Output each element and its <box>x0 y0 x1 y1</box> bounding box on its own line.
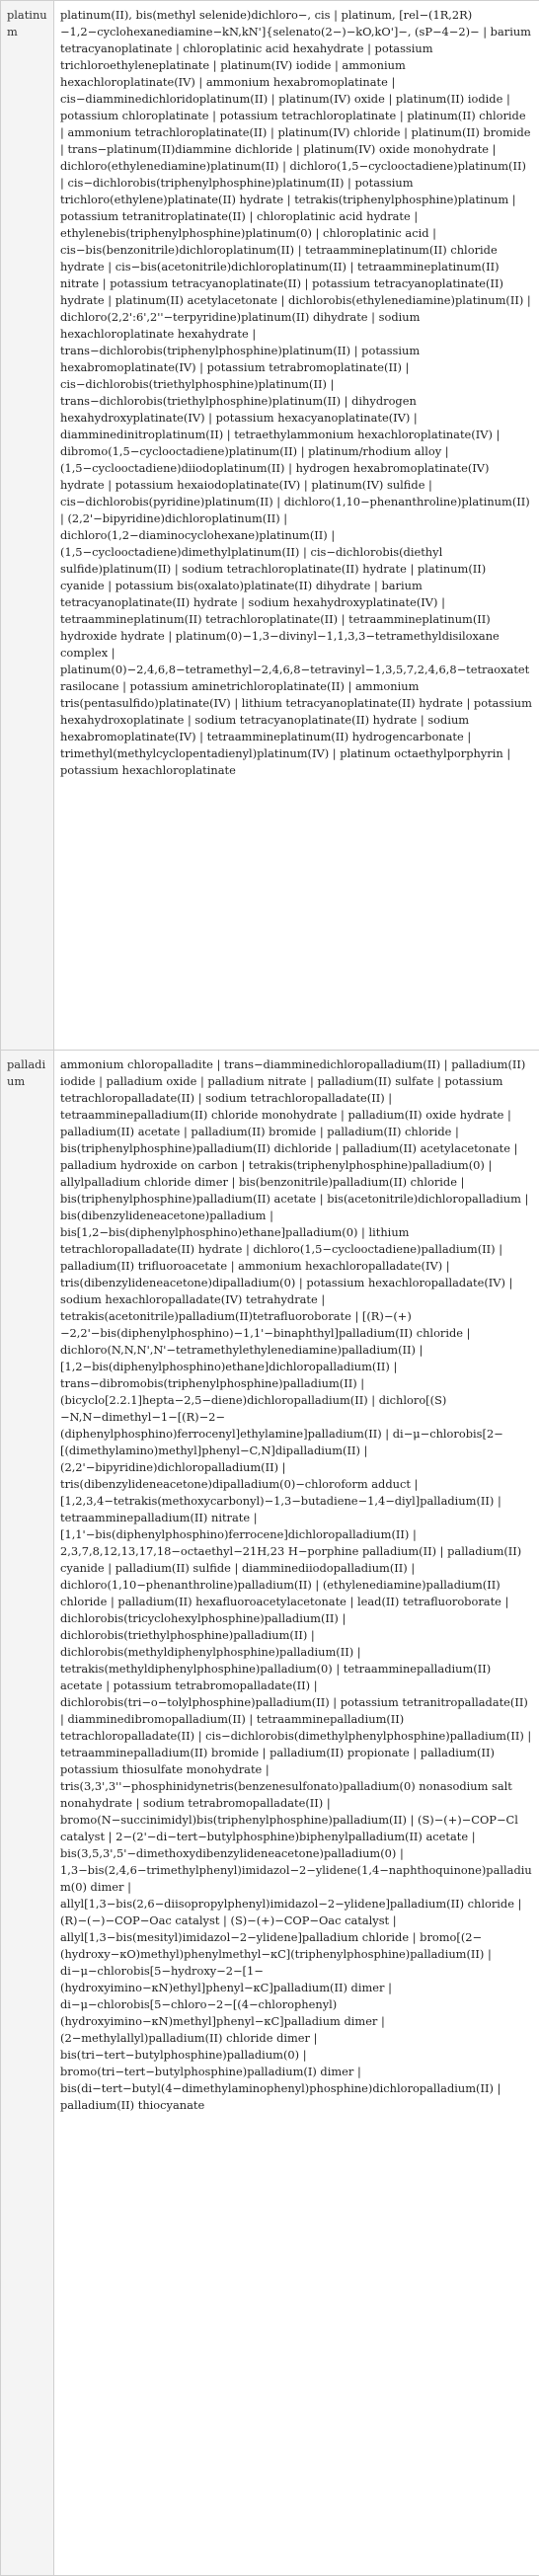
compound-list-cell: ammonium chloropalladite | trans−diamminedichloropalladium(II) | palladium(II) iodide | palladium oxide | palladium nitrate | palladium(II) sulfate | potassium tetrachloropalladate(II) | sodium tetrachloropalladate(II) | tetraamminepalladium(II) chloride monohydrate | palladium(II) oxide hydrate | palladium(II) acetate | palladium(II) bromide | palladium(II) chloride | bis(triphenylphosphine)palladium(II) dichloride | palladium(II) acetylacetonate | palladium hydroxide on carbon | tetrakis(triphenylphosphine)palladium(0) | allylpalladium chloride dimer | bis(benzonitrile)palladium(II) chloride | bis(triphenylphosphine)palladium(II) acetate | bis(acetonitrile)dichloropalladium | bis(dibenzylideneacetone)palladium | bis[1,2−bis(diphenylphosphino)ethane]palladium(0) | lithium tetrachloropalladate(II) hydrate | dichloro(1,5−cyclooctadiene)palladium(II) | palladium(II) trifluoroacetate | ammonium hexachloropalladate(IV) | tris(dibenzylideneacetone)dipalladium(0) | potassium hexachloropalladate(IV) | sodium hexachloropalladate(IV) tetrahydrate | tetrakis(acetonitrile)palladium(II)tetrafluoroborate | [(R)−(+)−2,2'−bis(diphenylphosphino)−1,1'−binaphthyl]palladium(II) chloride | dichloro(N,N,N',N'−tetramethylethylenediamine)palladium(II) | [1,2−bis(diphenylphosphino)ethane]dichloropalladium(II) | trans−dibromobis(triphenylphosphine)palladium(II) | (bicyclo[2.2.1]hepta−2,5−diene)dichloropalladium(II) | dichloro[(S)−N,N−dimethyl−1−[(R)−2−(diphenylphosphino)ferrocenyl]ethylamine]palladium(II) | di−μ−chlorobis[2−[(dimethylamino)methyl]phenyl−C,N]dipalladium(II) | (2,2'−bipyridine)dichloropalladium(II) | tris(dibenzylideneacetone)dipalladium(0)−chloroform adduct | [1,2,3,4−tetrakis(methoxycarbonyl)−1,3−butadiene−1,4−diyl]palladium(II) | tetraamminepalladium(II) nitrate | [1,1'−bis(diphenylphosphino)ferrocene]dichloropalladium(II) | 2,3,7,8,12,13,17,18−octaethyl−21H,23 H−porphine palladium(II) | palladium(II) cyanide | palladium(II) sulfide | diamminediiodopalladium(II) | dichloro(1,10−phenanthroline)palladium(II) | (ethylenediamine)palladium(II) chloride | palladium(II) hexafluoroacetylacetonate | lead(II) tetrafluoroborate | dichlorobis(tricyclohexylphosphine)palladium(II) | dichlorobis(triethylphosphine)palladium(II) | dichlorobis(methyldiphenylphosphine)palladium(II) | tetrakis(methyldiphenylphosphine)palladium(0) | tetraamminepalladium(II) acetate | potassium tetrabromopalladate(II) | dichlorobis(tri−o−tolylphosphine)palladium(II) | potassium tetranitropalladate(II) | diamminedibromopalladium(II) | tetraamminepalladium(II) tetrachloropalladate(II) | cis−dichlorobis(dimethylphenylphosphine)palladium(II) | tetraamminepalladium(II) bromide | palladium(II) propionate | palladium(II) potassium thiosulfate monohydrate | tris(3,3',3''−phosphinidynetris(benzenesulfonato)palladium(0) nonasodium salt nonahydrate | sodium tetrabromopalladate(II) | bromo(N−succinimidyl)bis(triphenylphosphine)palladium(II) | (S)−(+)−COP−Cl catalyst | 2−(2'−di−tert−butylphosphine)biphenylpalladium(II) acetate | bis(3,5,3',5'−dimethoxydibenzylideneacetone)palladium(0) | 1,3−bis(2,4,6−trimethylphenyl)imidazol−2−ylidene(1,4−naphthoquinone)palladium(0) dimer | allyl[1,3−bis(2,6−diisopropylphenyl)imidazol−2−ylidene]palladium(II) chloride | (R)−(−)−COP−Oac catalyst | (S)−(+)−COP−Oac catalyst | allyl[1,3−bis(mesityl)imidazol−2−ylidene]palladium chloride | bromo[(2−(hydroxy−κO)methyl)phenylmethyl−κC](triphenylphosphine)palladium(II) | di−μ−chlorobis[5−hydroxy−2−[1−(hydroxyimino−κN)ethyl]phenyl−κC]palladium(II) dimer | di−μ−chlorobis[5−chloro−2−[(4−chlorophenyl)(hydroxyimino−κN)methyl]phenyl−κC]palladium dimer | (2−methylallyl)palladium(II) chloride dimer | bis(tri−tert−butylphosphine)palladium(0) | bromo(tri−tert−butylphosphine)palladium(I) dimer | bis(di−tert−butyl(4−dimethylaminophenyl)phosphine)dichloropalladium(II) | palladium(II) thiocyanate <box>54 1051 539 2576</box>
element-name-cell: palladium <box>1 1051 54 2576</box>
element-name-cell: platinum <box>1 1 54 1051</box>
compound-list-cell: platinum(II), bis(methyl selenide)dichloro−, cis | platinum, [rel−(1R,2R)−1,2−cyclohexanediamine−kN,kN']{selenato(2−)−kO,kO']−, (sP−4−2)− | barium tetracyanoplatinate | chloroplatinic acid hexahydrate | potassium trichloroethyleneplatinate | platinum(IV) iodide | ammonium hexachloroplatinate(IV) | ammonium hexabromoplatinate | cis−diamminedichloridoplatinum(II) | platinum(IV) oxide | platinum(II) iodide | potassium chloroplatinate | potassium tetrachloroplatinate | platinum(II) chloride | ammonium tetrachloroplatinate(II) | platinum(IV) chloride | platinum(II) bromide | trans−platinum(II)diammine dichloride | platinum(IV) oxide monohydrate | dichloro(ethylenediamine)platinum(II) | dichloro(1,5−cyclooctadiene)platinum(II) | cis−dichlorobis(triphenylphosphine)platinum(II) | potassium trichloro(ethylene)platinate(II) hydrate | tetrakis(triphenylphosphine)platinum | potassium tetranitroplatinate(II) | chloroplatinic acid hydrate | ethylenebis(triphenylphosphine)platinum(0) | chloroplatinic acid | cis−bis(benzonitrile)dichloroplatinum(II) | tetraammineplatinum(II) chloride hydrate | cis−bis(acetonitrile)dichloroplatinum(II) | tetraammineplatinum(II) nitrate | potassium tetracyanoplatinate(II) | potassium tetracyanoplatinate(II) hydrate | platinum(II) acetylacetonate | dichlorobis(ethylenediamine)platinum(II) | dichloro(2,2':6',2''−terpyridine)platinum(II) dihydrate | sodium hexachloroplatinate hexahydrate | trans−dichlorobis(triphenylphosphine)platinum(II) | potassium hexabromoplatinate(IV) | potassium tetrabromoplatinate(II) | cis−dichlorobis(triethylphosphine)platinum(II) | trans−dichlorobis(triethylphosphine)platinum(II) | dihydrogen hexahydroxyplatinate(IV) | potassium hexacyanoplatinate(IV) | diamminedinitroplatinum(II) | tetraethylammonium hexachloroplatinate(IV) | dibromo(1,5−cyclooctadiene)platinum(II) | platinum/rhodium alloy | (1,5−cyclooctadiene)diiodoplatinum(II) | hydrogen hexabromoplatinate(IV) hydrate | potassium hexaiodoplatinate(IV) | platinum(IV) sulfide | cis−dichlorobis(pyridine)platinum(II) | dichloro(1,10−phenanthroline)platinum(II) | (2,2'−bipyridine)dichloroplatinum(II) | dichloro(1,2−diaminocyclohexane)platinum(II) | (1,5−cyclooctadiene)dimethylplatinum(II) | cis−dichlorobis(diethyl sulfide)platinum(II) | sodium tetrachloroplatinate(II) hydrate | platinum(II) cyanide | potassium bis(oxalato)platinate(II) dihydrate | barium tetracyanoplatinate(II) hydrate | sodium hexahydroxyplatinate(IV) | tetraammineplatinum(II) tetrachloroplatinate(II) | tetraammineplatinum(II) hydroxide hydrate | platinum(0)−1,3−divinyl−1,1,3,3−tetramethyldisiloxane complex | platinum(0)−2,4,6,8−tetramethyl−2,4,6,8−tetravinyl−1,3,5,7,2,4,6,8−tetraoxatetrasilocane | potassium aminetrichloroplatinate(II) | ammonium tris(pentasulfido)platinate(IV) | lithium tetracyanoplatinate(II) hydrate | potassium hexahydroxoplatinate | sodium tetracyanoplatinate(II) hydrate | sodium hexabromoplatinate(IV) | tetraammineplatinum(II) hydrogencarbonate | trimethyl(methylcyclopentadienyl)platinum(IV) | platinum octaethylporphyrin | potassium hexachloroplatinate <box>54 1 539 1051</box>
table-row <box>1 1 539 1051</box>
table-row <box>1 1051 539 2576</box>
